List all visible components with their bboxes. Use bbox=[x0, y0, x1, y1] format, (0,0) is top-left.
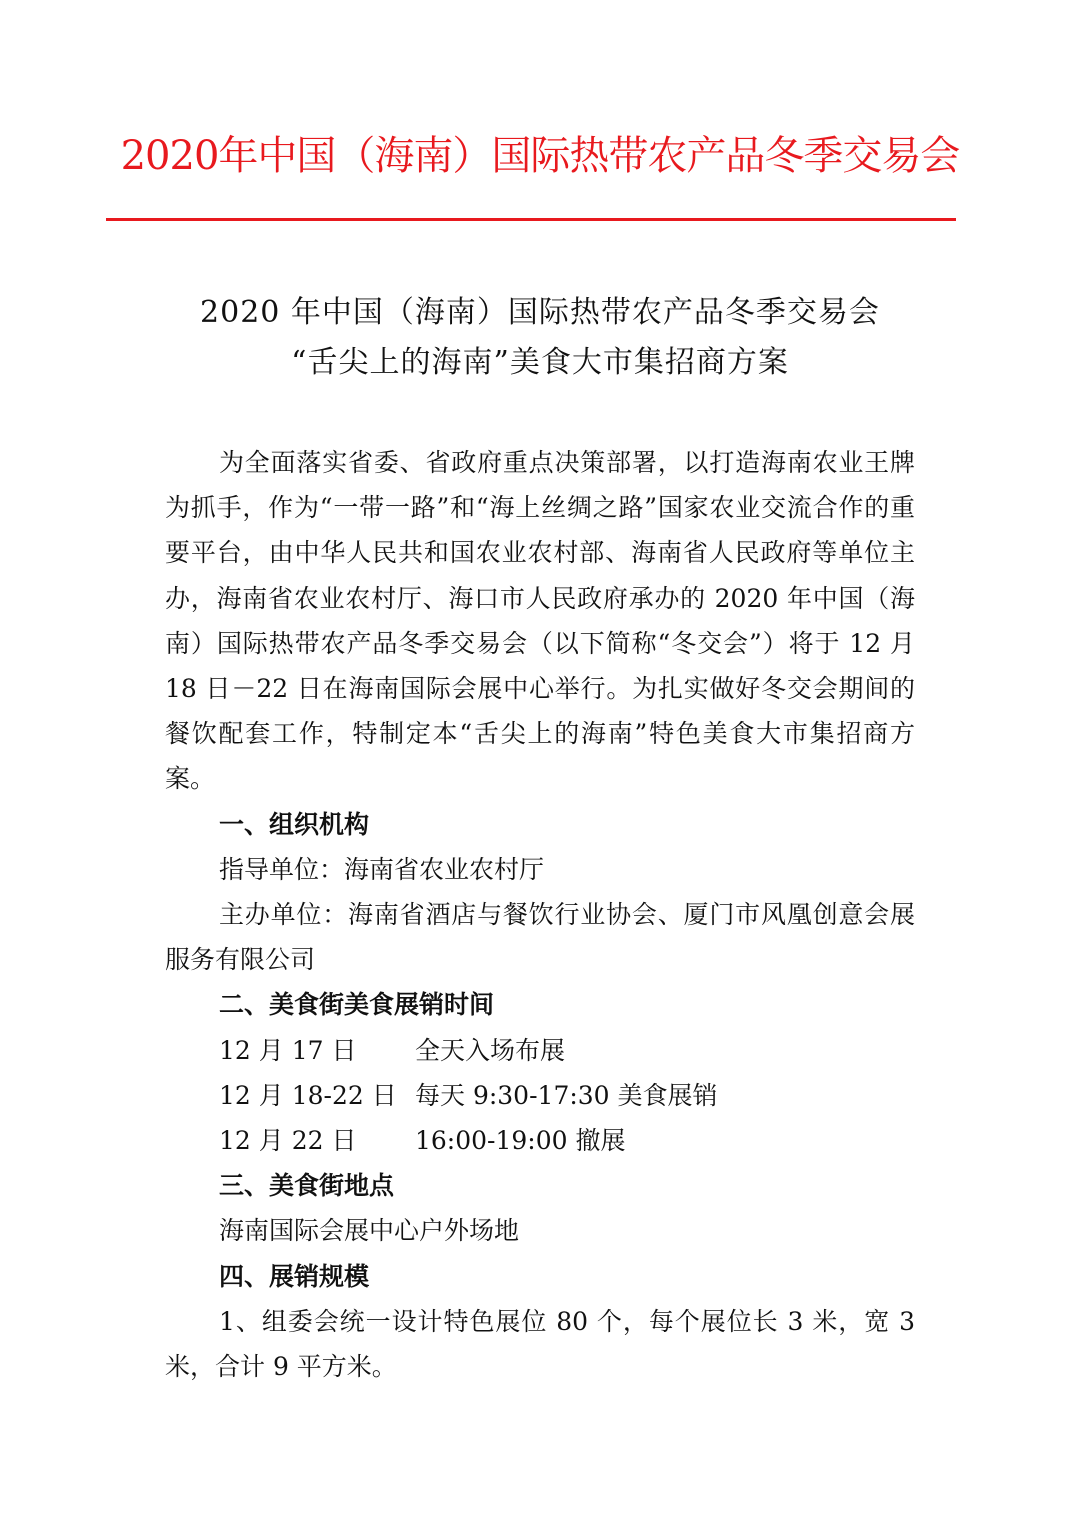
schedule-date: 12 月 22 日 bbox=[219, 1126, 357, 1156]
red-header-title: 2020年中国（海南）国际热带农产品冬季交易会 bbox=[120, 133, 960, 179]
schedule-date: 12 月 18-22 日 bbox=[219, 1080, 397, 1110]
document-body bbox=[165, 440, 915, 1389]
section-heading-scale: 四、展销规模 bbox=[219, 1261, 370, 1291]
red-header-rule bbox=[106, 218, 956, 221]
document-title-line1: 2020 年中国（海南）国际热带农产品冬季交易会 bbox=[200, 295, 880, 330]
document-title-line2: “舌尖上的海南”美食大市集招商方案 bbox=[291, 345, 789, 380]
scale-item-1: 1、组委会统一设计特色展位 80 个，每个展位长 3 米，宽 3 米，合计 9 平方米。 bbox=[165, 1306, 915, 1382]
location-text: 海南国际会展中心户外场地 bbox=[219, 1216, 520, 1246]
section-heading-organization: 一、组织机构 bbox=[219, 809, 370, 839]
section-heading-location: 三、美食街地点 bbox=[219, 1171, 395, 1201]
section-heading-schedule: 二、美食街美食展销时间 bbox=[219, 990, 495, 1020]
schedule-row bbox=[165, 1028, 915, 1073]
guide-unit: 指导单位：海南省农业农村厅 bbox=[219, 854, 545, 884]
schedule-row bbox=[165, 1118, 915, 1163]
intro-paragraph: 为全面落实省委、省政府重点决策部署，以打造海南农业王牌为抓手，作为“一带一路”和“海上丝绸之路”国家农业交流合作的重要平台，由中华人民共和国农业农村部、海南省人民政府等单位主办，海南省农业农村厅、海口市人民政府承办的 2020 年中国（海南）国际热带农产品冬季交易会（以下简称“冬交会”）将于 12 月 18 日－22 日在海南国际会展中心举行。为扎实做好冬交会期间的餐饮配套工作，特制定本“舌尖上的海南”特色美食大市集招商方案。 bbox=[165, 448, 915, 794]
schedule-row bbox=[165, 1073, 915, 1118]
schedule-desc: 16:00-19:00 撤展 bbox=[415, 1126, 626, 1156]
schedule-date: 12 月 17 日 bbox=[219, 1035, 357, 1065]
schedule-desc: 全天入场布展 bbox=[415, 1035, 566, 1065]
schedule-desc: 每天 9:30-17:30 美食展销 bbox=[415, 1080, 718, 1110]
organizer-unit: 主办单位：海南省酒店与餐饮行业协会、厦门市风凰创意会展服务有限公司 bbox=[165, 900, 915, 975]
